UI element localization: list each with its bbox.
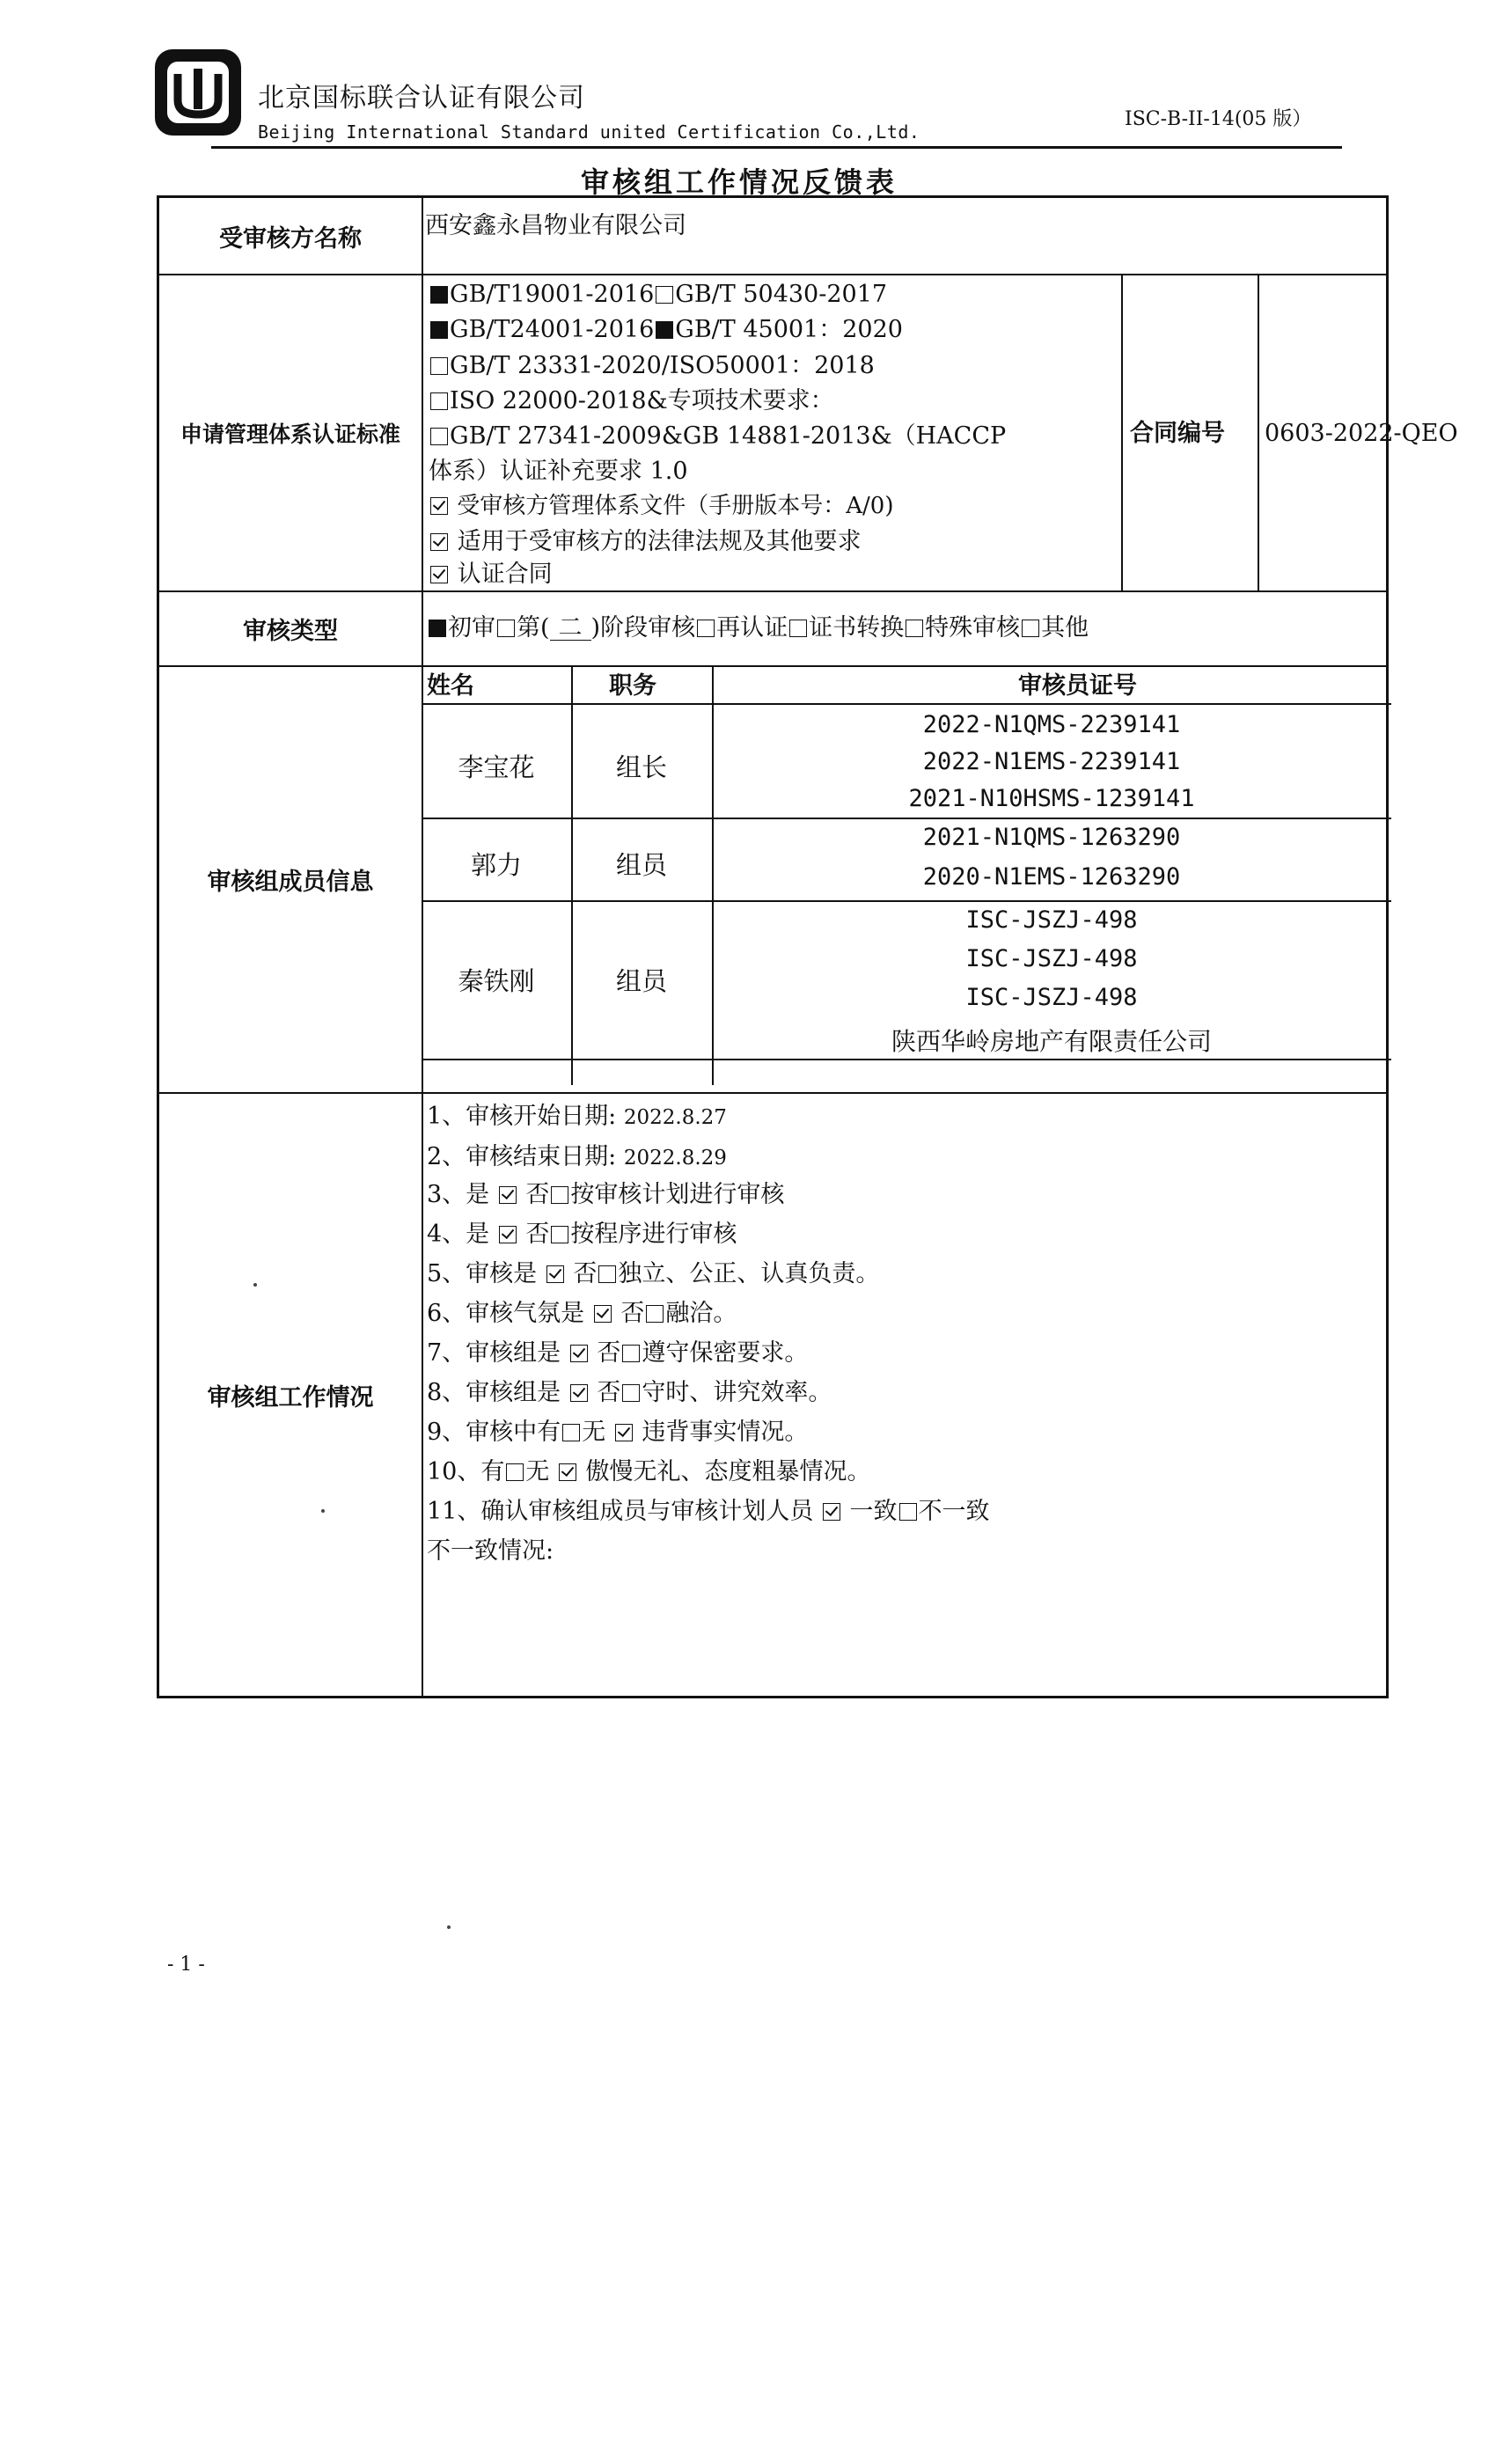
contract-number: 0603-2022-QEO (1265, 420, 1458, 447)
standard-line: GB/T 23331-2020/ISO50001：2018 (429, 354, 875, 378)
contract-label: 合同编号 (1130, 420, 1225, 447)
checkbox-empty-icon (622, 1384, 640, 1402)
checkbox-checked-icon (499, 1186, 517, 1204)
checkbox-empty-icon (430, 392, 448, 410)
stage-number: 二 (550, 616, 591, 641)
start-date-line: 1、审核开始日期: 2022.8.27 (427, 1103, 727, 1130)
team-label: 审核组成员信息 (159, 667, 423, 1092)
member-cert: 2022-N1QMS-2239141 (922, 711, 1181, 738)
standards-label: 申请管理体系认证标准 (159, 275, 423, 590)
standard-line: 体系）认证补充要求 1.0 (429, 458, 688, 485)
checkbox-empty-icon (497, 620, 515, 637)
auditee-row (159, 198, 1386, 275)
team-row (159, 667, 1386, 1094)
standard-line: GB/T19001-2016 GB/T 50430-2017 (429, 282, 887, 306)
inconsistent-label: 不一致情况: (427, 1537, 554, 1565)
checkbox-empty-icon (562, 1424, 580, 1441)
auditee-label: 受审核方名称 (159, 198, 423, 274)
start-date: 2022.8.27 (623, 1106, 727, 1129)
standard-line: GB/T 27341-2009&GB 14881-2013&（HACCP (429, 424, 1006, 448)
checkbox-empty-icon (656, 286, 673, 304)
standard-line: 适用于受审核方的法律法规及其他要求 (429, 530, 862, 554)
header-divider (211, 146, 1342, 149)
checkbox-empty-icon (906, 620, 923, 637)
member-cert: 2020-N1EMS-1263290 (922, 863, 1181, 891)
work-item: 9、审核中有 无 违背事实情况。 (427, 1419, 809, 1446)
feedback-form-table (157, 195, 1458, 1698)
standard-line: 受审核方管理体系文件（手册版本号：A/0) (429, 495, 894, 517)
column-divider (1121, 275, 1123, 590)
checkbox-filled-icon (430, 286, 448, 304)
checkbox-checked-icon (499, 1226, 517, 1243)
work-item: 10、有 无 傲慢无礼、态度粗暴情况。 (427, 1458, 871, 1485)
team-row-divider (422, 818, 1391, 819)
member-cert: 2021-N1QMS-1263290 (922, 824, 1181, 851)
company-name-en: Beijing International Standard united Certification Co.,Ltd. (258, 121, 920, 143)
checkbox-empty-icon (697, 620, 715, 637)
audit-type-row (159, 592, 1386, 667)
work-item: 3、是 否 按审核计划进行审核 (427, 1181, 785, 1208)
work-item: 11、确认审核组成员与审核计划人员 一致 不一致 (427, 1498, 990, 1525)
team-row-divider (422, 703, 1391, 705)
team-row-divider (422, 900, 1391, 902)
work-item: 8、审核组是 否 守时、讲究效率。 (427, 1379, 832, 1406)
checkbox-checked-icon (594, 1305, 612, 1323)
member-role: 组员 (615, 850, 667, 880)
checkbox-checked-icon (570, 1345, 588, 1362)
member-name: 李宝花 (458, 752, 535, 782)
member-cert: ISC-JSZJ-498 (965, 945, 1138, 972)
work-row (159, 1094, 1386, 1696)
checkbox-empty-icon (551, 1226, 568, 1243)
team-header-name: 姓名 (427, 672, 474, 700)
work-item: 5、审核是 否 独立、公正、认真负责。 (427, 1260, 880, 1287)
team-row-divider (422, 1059, 1391, 1060)
checkbox-checked-icon (570, 1384, 588, 1402)
company-name-cn: 北京国标联合认证有限公司 (258, 83, 585, 114)
work-item: 4、是 否 按程序进行审核 (427, 1221, 737, 1248)
member-role: 组员 (615, 966, 667, 996)
checkbox-empty-icon (598, 1265, 616, 1283)
audit-type-options: 初审 第( 二 )阶段审核 再认证 证书转换 特殊审核 其他 (427, 616, 1089, 641)
checkbox-checked-icon (430, 533, 448, 551)
member-cert: 2022-N1EMS-2239141 (922, 748, 1181, 775)
checkbox-empty-icon (622, 1345, 640, 1362)
team-header-cert: 审核员证号 (1018, 672, 1137, 700)
checkbox-checked-icon (430, 497, 448, 515)
member-company: 陕西华岭房地产有限责任公司 (891, 1027, 1212, 1056)
work-label: 审核组工作情况 (159, 1094, 423, 1696)
scan-speck (253, 1283, 257, 1287)
checkbox-empty-icon (430, 428, 448, 445)
member-name: 秦铁刚 (458, 966, 535, 996)
checkbox-empty-icon (551, 1186, 568, 1204)
scan-speck (321, 1509, 325, 1513)
team-table (422, 667, 1386, 1092)
checkbox-empty-icon (899, 1503, 917, 1521)
checkbox-filled-icon (429, 620, 446, 637)
checkbox-filled-icon (430, 321, 448, 339)
member-cert: ISC-JSZJ-498 (965, 906, 1138, 934)
scan-speck (447, 1925, 451, 1929)
checkbox-checked-icon (430, 566, 448, 583)
member-cert: 2021-N10HSMS-1239141 (908, 785, 1195, 812)
end-date-line: 2、审核结束日期: 2022.8.29 (427, 1143, 727, 1170)
member-cert: ISC-JSZJ-498 (965, 984, 1138, 1011)
checkbox-checked-icon (615, 1424, 633, 1441)
checkbox-empty-icon (430, 357, 448, 375)
member-role: 组长 (615, 752, 667, 782)
checkbox-checked-icon (823, 1503, 840, 1521)
column-divider (1258, 275, 1259, 590)
checkbox-empty-icon (789, 620, 807, 637)
standard-line: ISO 22000-2018&专项技术要求： (429, 389, 834, 413)
standard-line: GB/T24001-2016 GB/T 45001：2020 (429, 318, 903, 341)
checkbox-empty-icon (646, 1305, 664, 1323)
standards-row (159, 275, 1458, 592)
checkbox-filled-icon (656, 321, 673, 339)
page-number: - 1 - (167, 1954, 205, 1976)
audit-type-label: 审核类型 (159, 592, 423, 665)
auditee-name: 西安鑫永昌物业有限公司 (425, 212, 686, 239)
checkbox-empty-icon (1022, 620, 1039, 637)
document-code: ISC-B-II-14(05 版） (1125, 108, 1312, 130)
checkbox-checked-icon (559, 1463, 576, 1481)
form-title: 审核组工作情况反馈表 (581, 165, 898, 199)
isc-logo-icon (151, 46, 245, 139)
member-name: 郭力 (470, 850, 522, 880)
checkbox-checked-icon (546, 1265, 564, 1283)
work-item: 6、审核气氛是 否 融洽。 (427, 1300, 737, 1327)
standard-line: 认证合同 (429, 562, 553, 586)
end-date: 2022.8.29 (623, 1147, 727, 1170)
team-header-role: 职务 (609, 672, 656, 700)
work-item: 7、审核组是 否 遵守保密要求。 (427, 1339, 809, 1367)
checkbox-empty-icon (506, 1463, 524, 1481)
